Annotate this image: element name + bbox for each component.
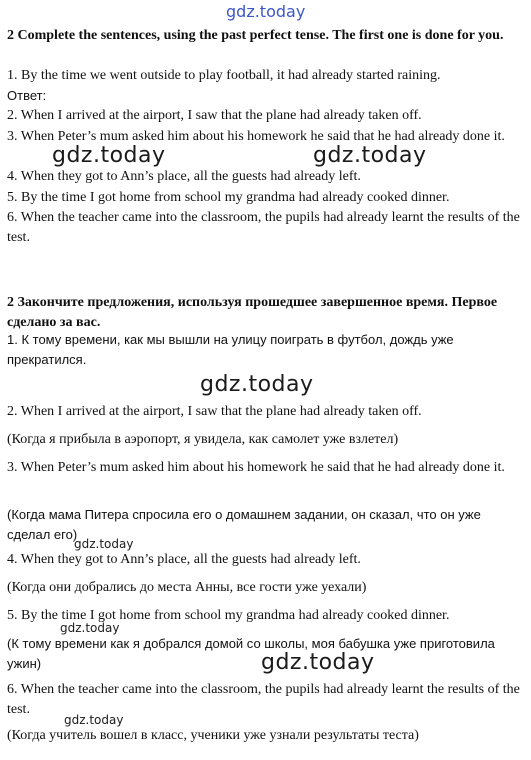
ru-sentence-4: 4. When they got to Ann’s place, all the guests had already left. (7, 552, 361, 567)
sentence-5: 5. By the time I got home from school my grandma had already cooked dinner. (7, 190, 450, 205)
ru-translation-2: (Когда я прибыла в аэропорт, я увидела, как самолет уже взлетел) (7, 432, 399, 447)
watermark-4: gdz.today (74, 537, 134, 551)
ru-sentence-1: 1. К тому времени, как мы вышли на улицу поиграть в футбол, дождь уже прекратился. (7, 332, 454, 367)
sentence-2: 2. When I arrived at the airport, I saw that the plane had already taken off. (7, 108, 422, 123)
sentence-4: 4. When they got to Ann’s place, all the guests had already left. (7, 169, 361, 184)
ru-sentence-2: 2. When I arrived at the airport, I saw that the plane had already taken off. (7, 404, 422, 419)
watermark-3: gdz.today (200, 372, 314, 397)
watermark-5: gdz.today (60, 621, 120, 635)
watermark-1: gdz.today (52, 143, 166, 168)
ru-sentence-6: 6. When the teacher came into the classroom, the pupils had already learnt the results of the test. (7, 682, 520, 717)
watermark-6: gdz.today (261, 650, 375, 675)
ru-sentence-5: 5. By the time I got home from school my grandma had already cooked dinner. (7, 608, 450, 623)
ru-translation-6: (Когда учитель вошел в класс, ученики уже узнали результаты теста) (7, 728, 419, 743)
exercise-heading-english: 2 Complete the sentences, using the past perfect tense. The first one is done for you. (7, 28, 504, 43)
watermark-top: gdz.today (226, 2, 306, 21)
answer-label: Ответ: (7, 88, 47, 103)
ru-sentence-3: 3. When Peter’s mum asked him about his homework he said that he had already done it. (7, 460, 505, 475)
ru-translation-4: (Когда они добрались до места Анны, все гости уже уехали) (7, 580, 367, 595)
ru-translation-5: (К тому времени как я добрался домой со школы, моя бабушка уже приготовила ужин) (7, 636, 495, 671)
watermark-7: gdz.today (64, 713, 124, 727)
exercise-heading-russian: 2 Закончите предложения, используя прошедшее завершенное время. Первое сделано за вас. (7, 295, 498, 330)
sentence-6: 6. When the teacher came into the classroom, the pupils had already learnt the results of the test. (7, 210, 520, 245)
ru-translation-3: (Когда мама Питера спросила его о домашнем задании, он сказал, что он уже сделал его) (7, 507, 481, 542)
sentence-1: 1. By the time we went outside to play football, it had already started raining. (7, 68, 441, 83)
watermark-2: gdz.today (313, 143, 427, 168)
sentence-3: 3. When Peter’s mum asked him about his homework he said that he had already done it. (7, 129, 505, 144)
